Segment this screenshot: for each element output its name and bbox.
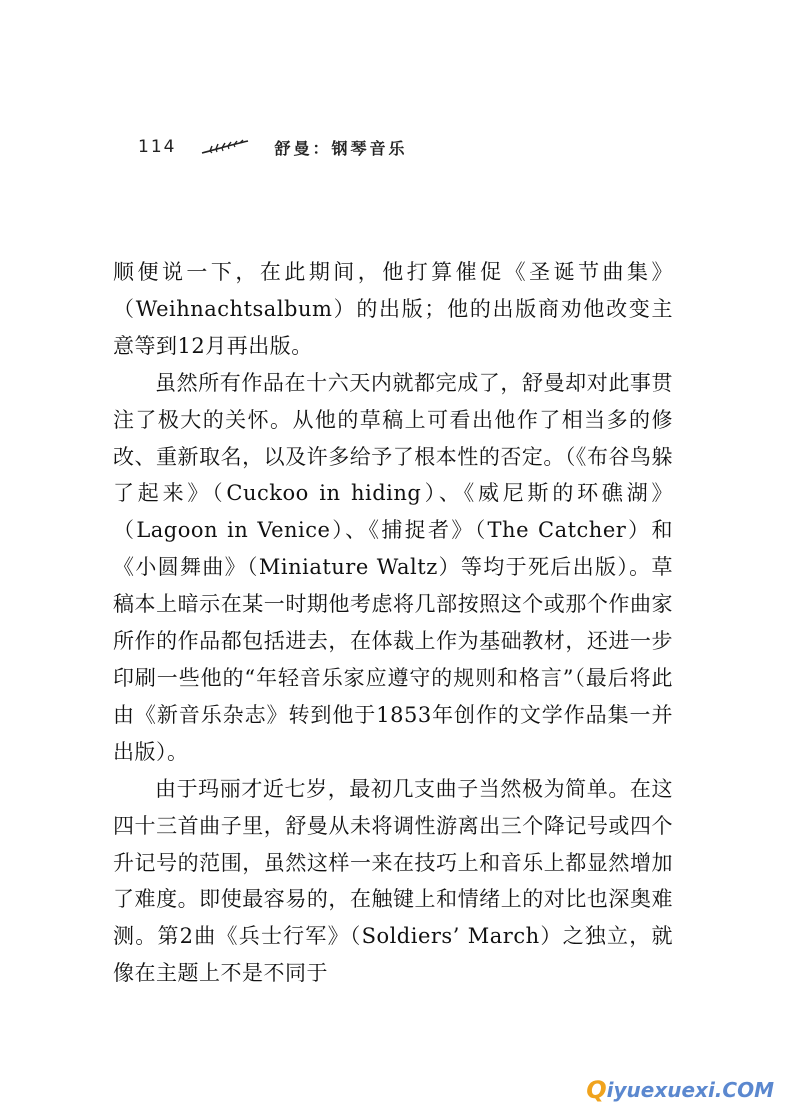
paragraph-2: 虽然所有作品在十六天内就都完成了，舒曼却对此事贯注了极大的关怀。从他的草稿上可看出他作了相当多的修改、重新取名，以及许多给予了根本性的否定。（《布谷鸟躲了起来》（Cuckoo in hiding）、《威尼斯的环礁湖》（Lagoon in Venice）、《捕捉者》（The Catcher）和《小圆舞曲》（Miniature Waltz）等均于死后出版）。草稿本上暗示在某一时期他考虑将几部按照这个或那个作曲家所作的作品都包括进去，在体裁上作为基础教材，还进一步印刷一些他的“年轻音乐家应遵守的规则和格言”（最后将此由《新音乐杂志》转到他于1853年创作的文学作品集一并出版）。 <box>113 370 673 764</box>
paragraph-3: 由于玛丽才近七岁，最初几支曲子当然极为简单。在这四十三首曲子里，舒曼从未将调性游离出三个降记号或四个升记号的范围，虽然这样一来在技巧上和音乐上都显然增加了难度。即使最容易的，在触键上和情绪上的对比也深奥难测。第2曲《兵士行军》（Soldiers’ March）之独立，就像在主题上不是不同于 <box>113 776 673 986</box>
feather-ornament-icon <box>200 139 250 155</box>
watermark-text: iyuexuexi.COM <box>606 1078 774 1102</box>
site-watermark <box>586 1076 774 1104</box>
watermark-initial: Q <box>586 1076 607 1104</box>
page-header <box>138 136 407 158</box>
body-text <box>113 254 673 992</box>
running-title: 舒曼：钢琴音乐 <box>274 138 408 158</box>
page-number: 114 <box>138 137 177 157</box>
paragraph-1: 顺便说一下，在此期间，他打算催促《圣诞节曲集》（Weihnachtsalbum）的出版；他的出版商劝他改变主意等到12月再出版。 <box>113 260 673 358</box>
